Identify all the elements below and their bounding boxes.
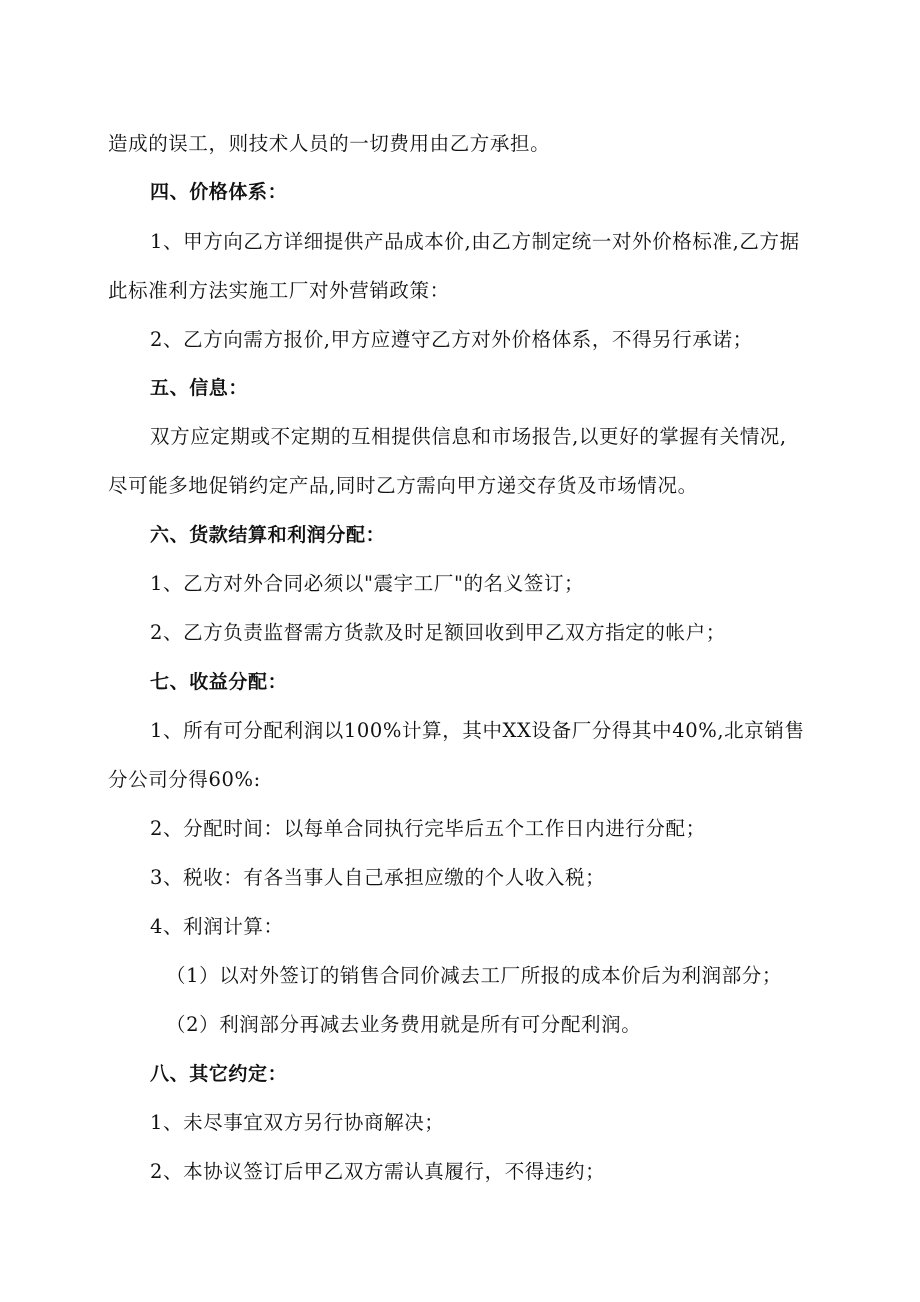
paragraph-line: 尽可能多地促销约定产品,同时乙方需向甲方递交存货及市场情况。 (108, 474, 698, 497)
paragraph-line: 3、税收：有各当事人自己承担应缴的个人收入税； (150, 866, 606, 889)
paragraph-line: 1、乙方对外合同必须以"震宇工厂"的名义签订； (150, 572, 585, 595)
paragraph-line: （2）利润部分再减去业务费用就是所有可分配利润。 (166, 1013, 642, 1036)
section-heading-pricing: 四、价格体系： (150, 181, 288, 203)
paragraph-line: 2、分配时间：以每单合同执行完毕后五个工作日内进行分配； (150, 817, 706, 840)
paragraph-line: 造成的误工，则技术人员的一切费用由乙方承担。 (108, 132, 551, 155)
paragraph-line: 1、所有可分配利润以100%计算，其中XX设备厂分得其中40%,北京销售 (150, 719, 805, 742)
paragraph-line: 2、乙方负责监督需方货款及时足额回收到甲乙双方指定的帐户； (150, 621, 726, 644)
section-heading-information: 五、信息： (150, 377, 249, 399)
paragraph-line: 分公司分得60%: (108, 768, 261, 791)
paragraph-line: 双方应定期或不定期的互相提供信息和市场报告,以更好的掌握有关情况, (150, 425, 787, 448)
paragraph-line: （1）以对外签订的销售合同价减去工厂所报的成本价后为利润部分； (166, 964, 783, 987)
section-heading-profit-distribution: 七、收益分配： (150, 671, 288, 693)
section-heading-payment: 六、货款结算和利润分配： (150, 524, 386, 546)
paragraph-line: 2、乙方向需方报价,甲方应遵守乙方对外价格体系，不得另行承诺； (150, 328, 753, 351)
paragraph-line: 4、利润计算： (150, 915, 284, 938)
section-heading-other-terms: 八、其它约定： (150, 1063, 288, 1085)
paragraph-line: 2、本协议签订后甲乙双方需认真履行，不得违约； (150, 1160, 606, 1183)
paragraph-line: 此标准利方法实施工厂对外营销政策： (108, 279, 450, 302)
paragraph-line: 1、甲方向乙方详细提供产品成本价,由乙方制定统一对外价格标准,乙方据 (150, 230, 800, 253)
paragraph-line: 1、未尽事宜双方另行协商解决； (150, 1111, 445, 1134)
